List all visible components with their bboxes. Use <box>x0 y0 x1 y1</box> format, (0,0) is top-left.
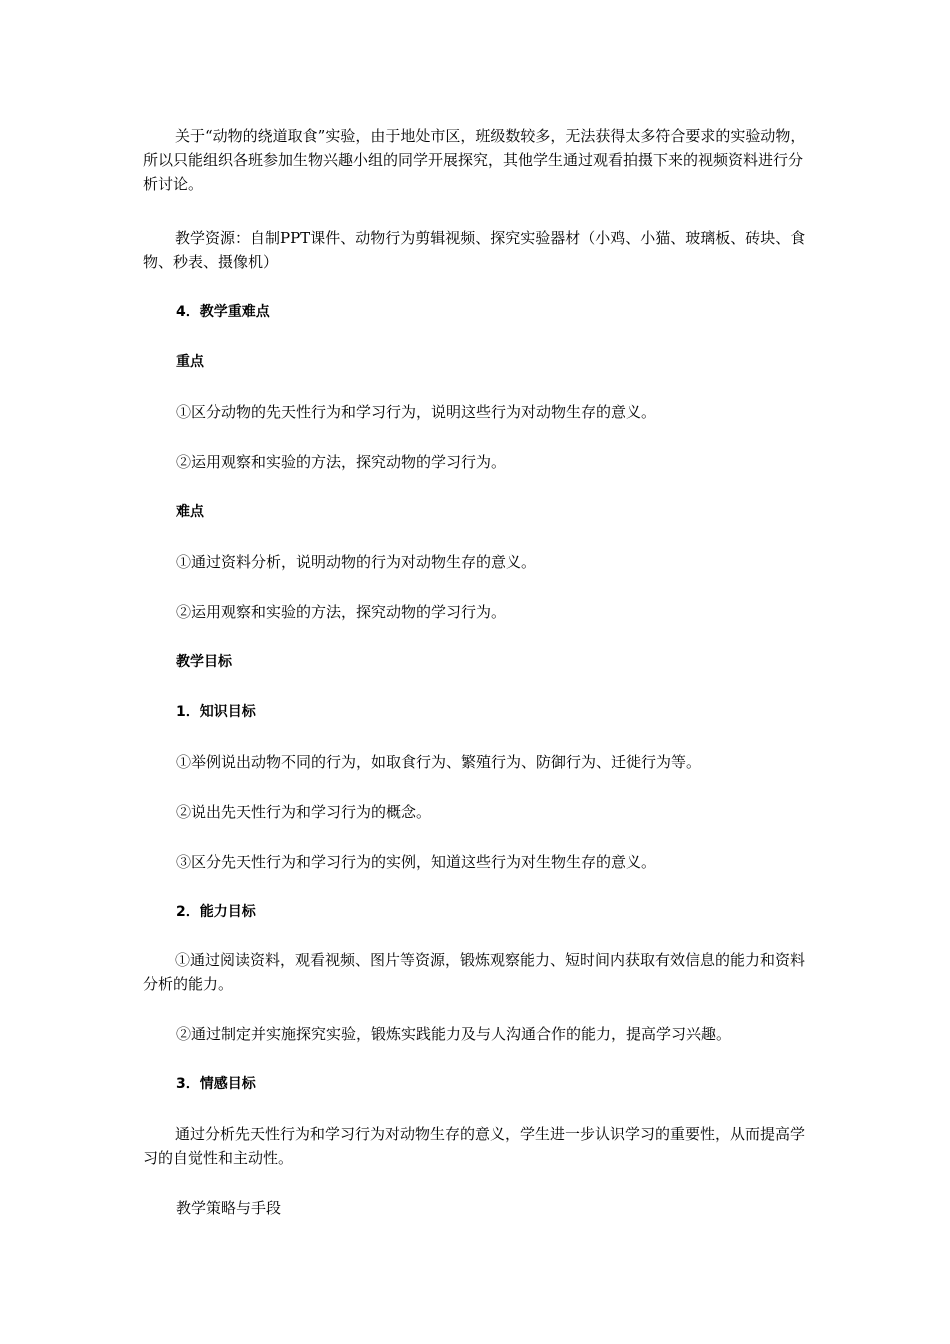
knowledge-objective-3: ③区分先天性行为和学习行为的实例，知道这些行为对生物生存的意义。 <box>176 853 657 871</box>
key-point-2: ②运用观察和实验的方法，探究动物的学习行为。 <box>176 453 507 471</box>
heading-key-difficult-points: 4．教学重难点 <box>176 304 270 320</box>
heading-difficult-points: 难点 <box>176 504 204 520</box>
paragraph-teaching-resources: 教学资源：自制PPT课件、动物行为剪辑视频、探究实验器材（小鸡、小猫、玻璃板、砖块、食物、秒表、摄像机） <box>143 229 806 271</box>
ability-objective-2: ②通过制定并实施探究实验，锻炼实践能力及与人沟通合作的能力，提高学习兴趣。 <box>176 1025 732 1043</box>
knowledge-objective-2: ②说出先天性行为和学习行为的概念。 <box>176 803 432 821</box>
difficult-point-1: ①通过资料分析，说明动物的行为对动物生存的意义。 <box>176 553 537 571</box>
heading-emotional-objectives: 3．情感目标 <box>176 1076 256 1092</box>
emotional-objective: 通过分析先天性行为和学习行为对动物生存的意义，学生进一步认识学习的重要性，从而提高学习的自觉性和主动性。 <box>143 1125 806 1167</box>
heading-knowledge-objectives: 1．知识目标 <box>176 704 256 720</box>
knowledge-objective-1: ①举例说出动物不同的行为，如取食行为、繁殖行为、防御行为、迁徙行为等。 <box>176 753 702 771</box>
heading-teaching-strategies: 教学策略与手段 <box>176 1199 282 1217</box>
difficult-point-2: ②运用观察和实验的方法，探究动物的学习行为。 <box>176 603 507 621</box>
ability-objective-1: ①通过阅读资料，观看视频、图片等资源，锻炼观察能力、短时间内获取有效信息的能力和资料分析的能力。 <box>143 951 806 993</box>
key-point-1: ①区分动物的先天性行为和学习行为，说明这些行为对动物生存的意义。 <box>176 403 657 421</box>
paragraph-detour-feeding-experiment: 关于“动物的绕道取食”实验，由于地处市区，班级数较多，无法获得太多符合要求的实验动物，所以只能组织各班参加生物兴趣小组的同学开展探究，其他学生通过观看拍摄下来的视频资料进行分析讨论。 <box>143 127 806 193</box>
heading-key-points: 重点 <box>176 354 204 370</box>
heading-ability-objectives: 2．能力目标 <box>176 904 256 920</box>
heading-teaching-objectives: 教学目标 <box>176 654 232 670</box>
